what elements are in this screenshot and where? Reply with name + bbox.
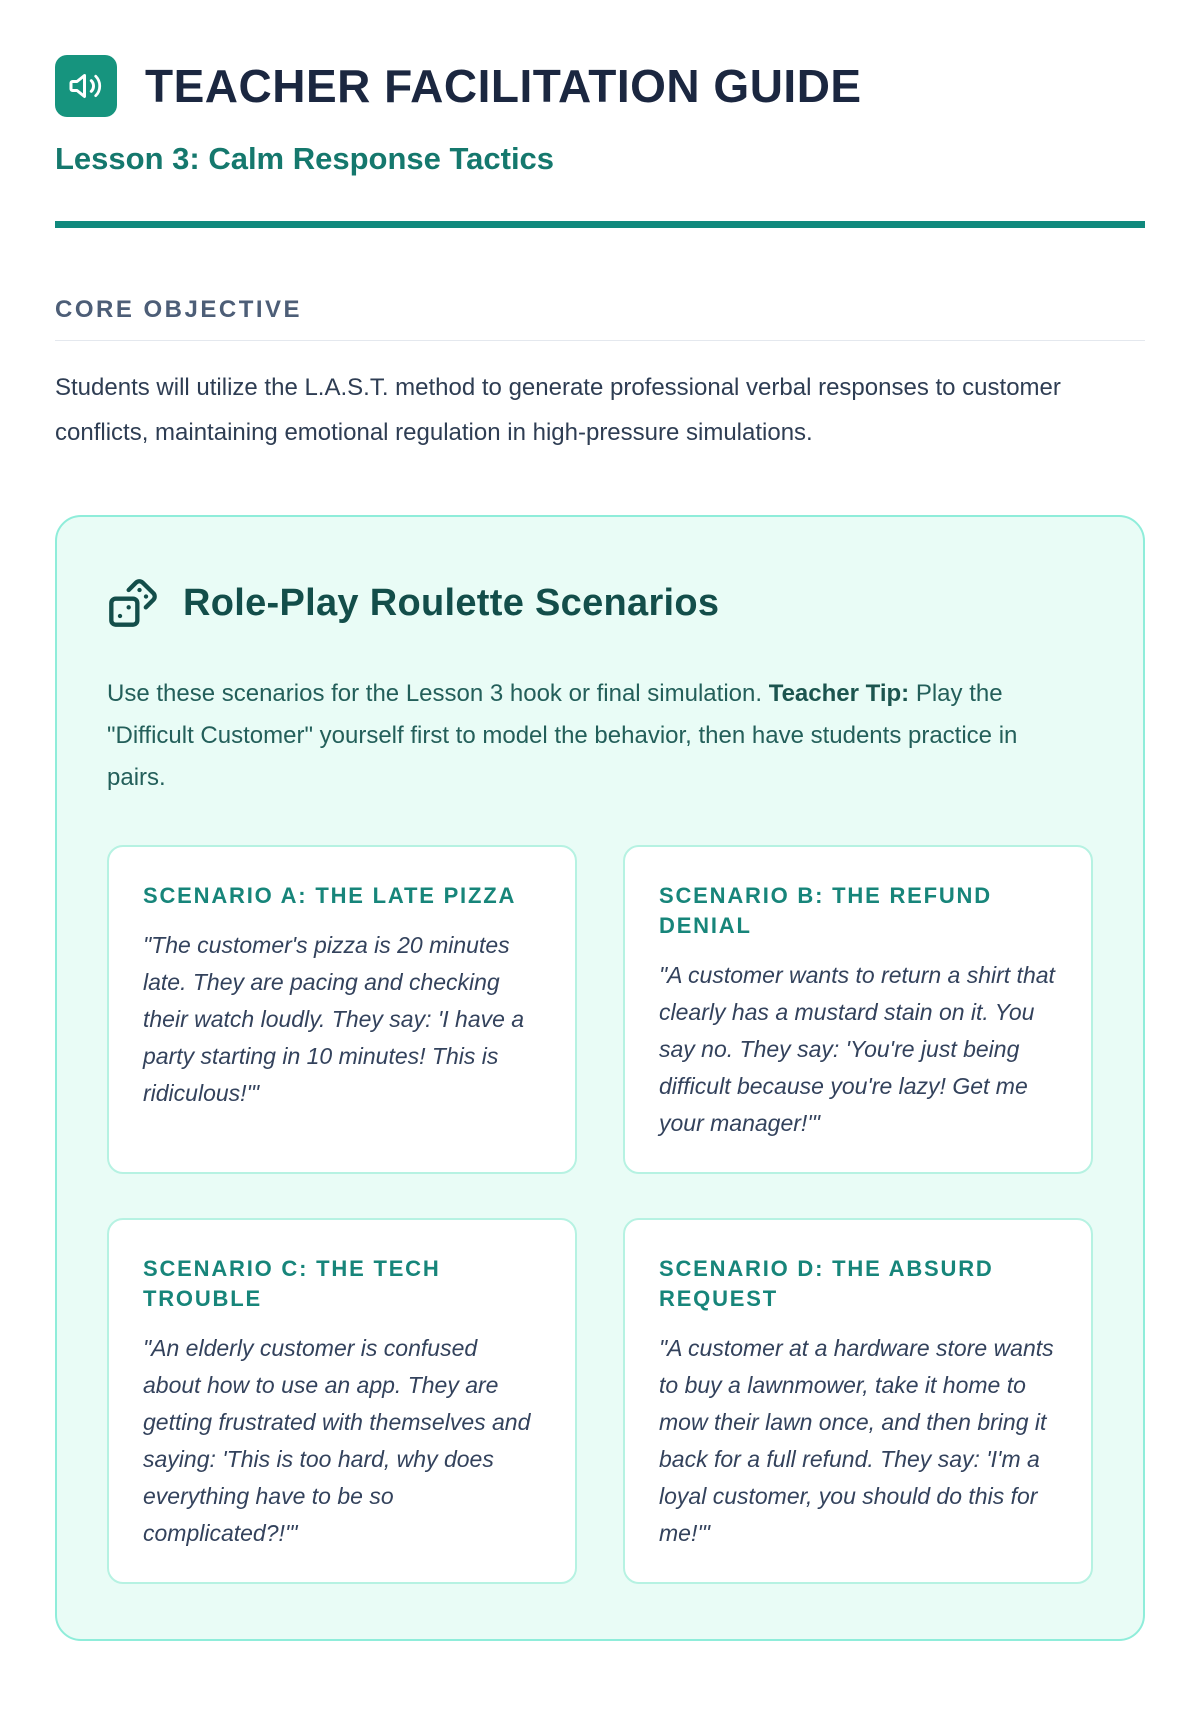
scenario-a-text: "The customer's pizza is 20 minutes late. They are pacing and checking their watch loudly. They say: 'I have a party starting in 10 minutes! This is ridiculous!'": [143, 932, 525, 1106]
scenario-d-title: SCENARIO D: THE ABSURD REQUEST: [659, 1256, 994, 1311]
panel-title-row: [107, 577, 1093, 629]
page-title: TEACHER FACILITATION GUIDE: [145, 60, 862, 112]
speaker-icon: [55, 55, 117, 117]
intro-text-before: Use these scenarios for the Lesson 3 hook or final simulation.: [107, 680, 769, 707]
core-objective-heading: CORE OBJECTIVE: [55, 296, 1145, 341]
roleplay-panel: [55, 515, 1145, 1641]
scenario-card-a: [107, 845, 577, 1174]
title-row: [55, 55, 1145, 117]
scenario-d-text: "A customer at a hardware store wants to buy a lawnmower, take it home to mow their lawn once, and then bring it back for a full refund. They say: 'I'm a loyal customer, you should do this for me!'": [659, 1335, 1054, 1546]
page-header: [55, 55, 1145, 228]
lesson-subtitle: Lesson 3: Calm Response Tactics: [55, 141, 555, 176]
scenario-b-text: "A customer wants to return a shirt that clearly has a mustard stain on it. You say no. They say: 'You're just being difficult because you're lazy! Get me your manager!'": [659, 962, 1055, 1136]
dice-icon: [107, 577, 159, 629]
scenario-card-b: [623, 845, 1093, 1174]
header-divider: [55, 221, 1145, 228]
scenario-a-title: SCENARIO A: THE LATE PIZZA: [143, 883, 517, 908]
teacher-tip-label: Teacher Tip:: [768, 680, 910, 707]
scenario-c-text: "An elderly customer is confused about how to use an app. They are getting frustrated with themselves and saying: 'This is too hard, why does everything have to be so complicated?!'": [143, 1335, 531, 1546]
core-objective-text: Students will utilize the L.A.S.T. method to generate professional verbal responses to customer conflicts, maintaining emotional regulation in high-pressure simulations.: [55, 374, 1061, 446]
scenario-card-c: [107, 1218, 577, 1584]
panel-title: Role-Play Roulette Scenarios: [183, 581, 720, 624]
scenario-c-title: SCENARIO C: THE TECH TROUBLE: [143, 1256, 441, 1311]
intro-text-after: Play the "Difficult Customer" yourself first to model the behavior, then have students practice in pairs.: [107, 680, 1018, 791]
panel-intro: [107, 673, 1067, 799]
scenario-b-title: SCENARIO B: THE REFUND DENIAL: [659, 883, 992, 938]
core-objective-section: [55, 296, 1145, 455]
scenario-card-d: [623, 1218, 1093, 1584]
scenario-grid: [107, 845, 1093, 1584]
